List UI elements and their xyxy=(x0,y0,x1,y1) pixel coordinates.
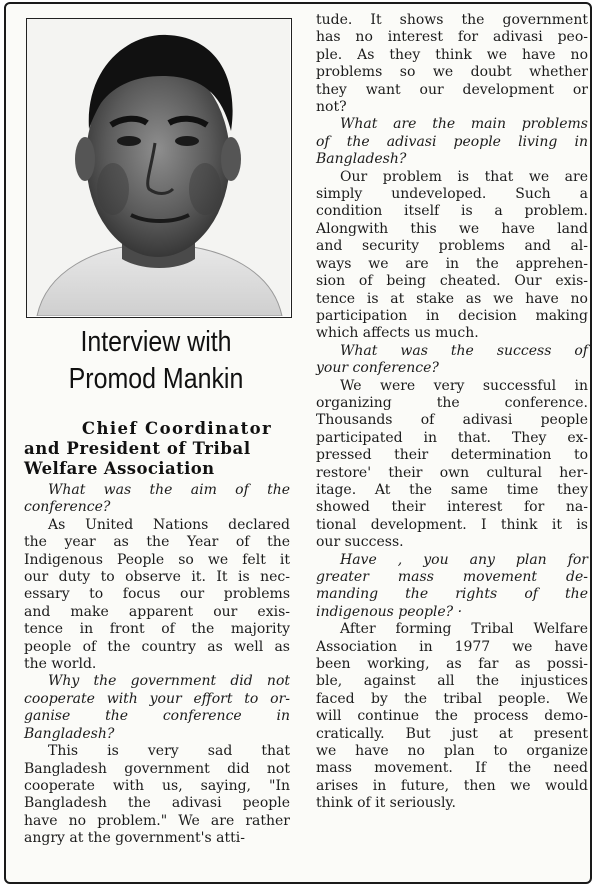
text-line: Bangladesh government did not xyxy=(24,760,290,777)
text-line: ble, against all the injustices xyxy=(316,673,588,690)
interview-answer xyxy=(316,12,588,116)
text-line: problems so we doubt whether xyxy=(316,64,588,81)
text-line: cooperate with us, saying, "In xyxy=(24,777,290,794)
text-line: Bangladesh? xyxy=(24,725,115,742)
text-line: Alongwith this we have land xyxy=(316,220,588,237)
text-line: manding the rights of the xyxy=(316,586,588,603)
subheading-line: and President of Tribal xyxy=(24,439,251,458)
text-line: Have , you any plan for xyxy=(340,551,588,568)
newspaper-clipping xyxy=(4,2,592,884)
text-line: cratically. But just at present xyxy=(316,725,588,742)
text-line: What was the success of xyxy=(340,342,588,359)
text-line: pressed their determination to xyxy=(316,447,588,464)
text-line: This is very sad that xyxy=(48,743,290,760)
text-line: the world. xyxy=(24,656,97,673)
interview-question xyxy=(316,116,588,168)
right-column xyxy=(312,4,590,884)
text-line: think of it seriously. xyxy=(316,795,456,812)
headline xyxy=(39,324,273,398)
interview-question xyxy=(24,482,290,517)
text-line: will continue the process demo- xyxy=(316,708,588,725)
text-line: ways we are in the apprehen- xyxy=(316,255,588,272)
text-line: tude. It shows the government xyxy=(316,12,588,28)
headline-line: Promod Mankin xyxy=(68,363,244,395)
text-line: After forming Tribal Welfare xyxy=(340,621,588,638)
text-line: restore' their own cultural her- xyxy=(316,464,588,481)
portrait-photo xyxy=(26,18,292,318)
text-line: of the adivasi people living in xyxy=(316,133,588,150)
text-line: participation in decision making xyxy=(316,307,588,324)
text-line: Indigenous People so we felt it xyxy=(24,551,290,568)
text-line: which affects us much. xyxy=(316,325,479,342)
left-column xyxy=(20,12,292,882)
interview-answer xyxy=(316,621,588,812)
text-line: our duty to observe it. It is nec- xyxy=(24,569,290,586)
interview-question xyxy=(316,552,588,622)
text-line: indigenous people? · xyxy=(316,603,463,620)
text-line: Thousands of adivasi people xyxy=(316,412,588,429)
subheading-line: Welfare Association xyxy=(24,459,215,478)
text-line: and make apparent our exis- xyxy=(24,603,290,620)
text-line: condition itself is a problem. xyxy=(316,203,588,220)
text-line: conference? xyxy=(24,499,111,516)
text-line: ple. As they think we have no xyxy=(316,46,588,63)
text-line: Association in 1977 we have xyxy=(316,638,588,655)
text-line: tence in front of the majority xyxy=(24,621,290,638)
text-line: your conference? xyxy=(316,360,439,377)
text-line: cooperate with your effort to or- xyxy=(24,690,290,707)
interview-answer xyxy=(24,517,290,674)
text-line: been working, as far as possi- xyxy=(316,656,588,673)
text-line: We were very successful in xyxy=(340,377,588,394)
interview-question xyxy=(24,673,290,743)
text-line: Why the government did not xyxy=(48,673,290,690)
text-line: has no interest for adivasi peo- xyxy=(316,29,588,46)
text-line: What was the aim of the xyxy=(48,482,290,498)
subheading-line: Chief Coordinator xyxy=(81,419,273,438)
text-line: and security problems and al- xyxy=(316,238,588,255)
text-line: simply undeveloped. Such a xyxy=(316,186,588,203)
article-body-right xyxy=(316,12,588,813)
portrait-image xyxy=(27,19,290,316)
text-line: tence is at stake as we have no xyxy=(316,290,588,307)
article-body-left xyxy=(24,482,290,848)
text-line: we have no plan to organize xyxy=(316,743,588,760)
interview-answer xyxy=(316,378,588,552)
text-line: organizing the conference. xyxy=(316,394,588,411)
text-line: ganise the conference in xyxy=(24,708,290,725)
text-line: greater mass movement de- xyxy=(316,569,588,585)
text-line: they want our development or xyxy=(316,81,588,98)
text-line: essary to focus our problems xyxy=(24,586,290,603)
text-line: the year as the Year of the xyxy=(24,534,290,551)
text-line: have no problem." We are rather xyxy=(24,812,290,829)
text-line: Bangladesh the adivasi people xyxy=(24,795,290,812)
text-line: Bangladesh? xyxy=(316,151,407,168)
text-line: tional development. I think it is xyxy=(316,516,588,533)
text-line: participated in that. They ex- xyxy=(316,429,588,446)
subheading xyxy=(24,419,290,479)
text-line: not? xyxy=(316,99,347,116)
interview-answer xyxy=(316,169,588,343)
interview-question xyxy=(316,343,588,378)
interview-answer xyxy=(24,743,290,847)
text-line: As United Nations declared xyxy=(48,516,290,533)
text-line: angry at the government's atti- xyxy=(24,830,245,847)
text-line: Our problem is that we are xyxy=(340,168,588,185)
text-line: itage. At the same time they xyxy=(316,481,588,498)
text-line: What are the main problems xyxy=(340,116,588,133)
text-line: faced by the tribal people. We xyxy=(316,690,588,707)
text-line: sion of being cheated. Our exis- xyxy=(316,273,588,290)
text-line: mass movement. If the need xyxy=(316,760,588,777)
text-line: showed their interest for na- xyxy=(316,499,588,516)
text-line: people of the country as well as xyxy=(24,638,290,655)
text-line: our success. xyxy=(316,534,404,551)
text-line: arises in future, then we would xyxy=(316,777,588,794)
headline-line: Interview with xyxy=(80,326,232,358)
